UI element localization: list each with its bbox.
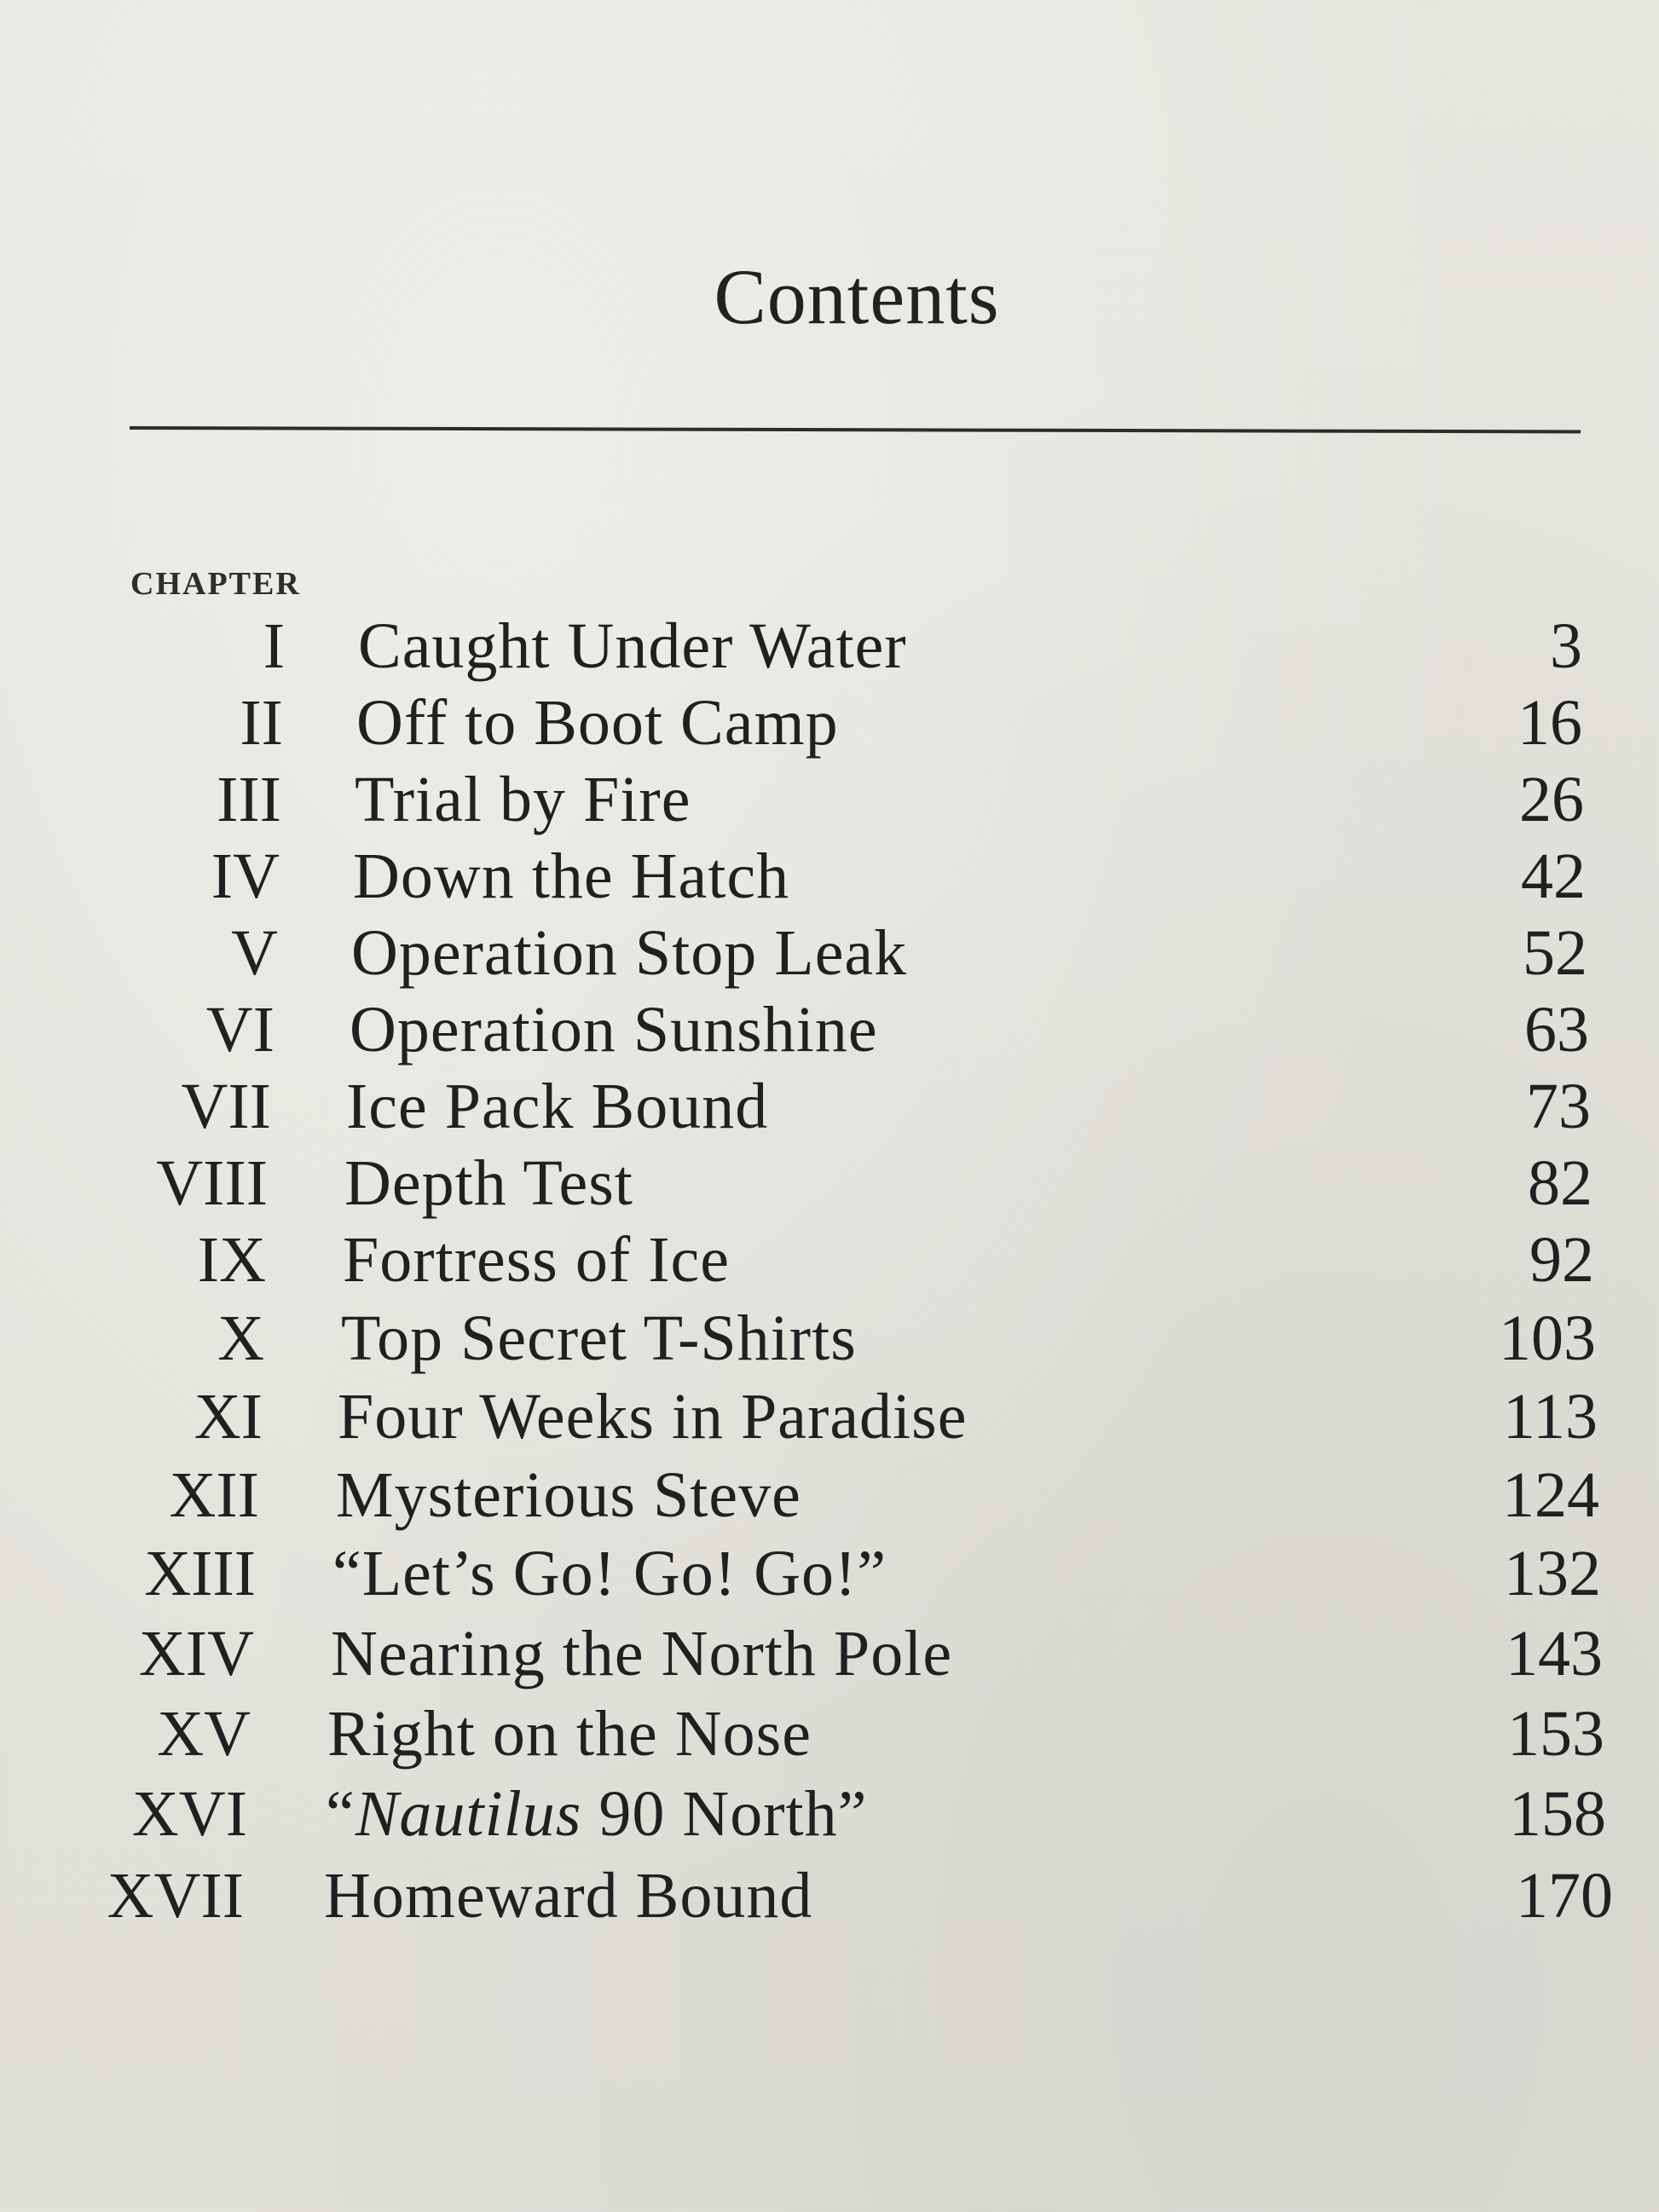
- chapter-title: “Let’s Go! Go! Go!”: [332, 1538, 887, 1609]
- toc-entry: [0, 840, 1659, 916]
- chapter-page: 26: [1519, 764, 1584, 835]
- chapter-title-italic: Nautilus: [355, 1778, 582, 1850]
- toc-entry: [0, 1859, 1659, 1936]
- chapter-title: Fortress of Ice: [343, 1224, 730, 1296]
- chapter-numeral: XV: [157, 1698, 251, 1770]
- toc-entry: [0, 1223, 1659, 1300]
- toc-entry: [0, 763, 1659, 840]
- chapter-page: 52: [1523, 917, 1587, 989]
- chapter-numeral: XVII: [107, 1860, 244, 1932]
- chapter-page: 73: [1526, 1071, 1591, 1142]
- toc-entry: [0, 1777, 1659, 1854]
- chapter-page: 63: [1524, 994, 1589, 1066]
- chapter-page: 170: [1516, 1860, 1613, 1932]
- chapter-page: 143: [1506, 1618, 1603, 1689]
- chapter-title: Right on the Nose: [327, 1698, 812, 1770]
- chapter-title: Depth Test: [344, 1147, 633, 1219]
- toc-entry: [0, 1302, 1659, 1378]
- chapter-page: 132: [1504, 1538, 1601, 1609]
- chapter-numeral: XIV: [138, 1618, 254, 1689]
- chapter-numeral: XII: [169, 1459, 259, 1531]
- toc-entry: [0, 686, 1659, 763]
- chapter-title: Ice Pack Bound: [346, 1071, 769, 1142]
- chapter-numeral: IV: [211, 840, 280, 912]
- chapter-numeral: IX: [197, 1224, 266, 1296]
- toc-entry: [0, 1380, 1659, 1457]
- chapter-numeral: I: [263, 610, 285, 682]
- chapter-title: Four Weeks in Paradise: [338, 1381, 968, 1453]
- toc-entry: [0, 1458, 1659, 1535]
- chapter-title: Top Secret T-Shirts: [341, 1302, 857, 1374]
- chapter-numeral: VIII: [156, 1147, 268, 1219]
- toc-entry: [0, 1617, 1659, 1694]
- chapter-page: 92: [1529, 1224, 1594, 1296]
- toc-entry: [0, 609, 1659, 686]
- chapter-title: Operation Stop Leak: [351, 917, 908, 989]
- chapter-page: 153: [1507, 1698, 1604, 1770]
- toc-entry: [0, 1537, 1659, 1614]
- chapter-numeral: V: [231, 917, 278, 989]
- toc-entry: [0, 916, 1659, 993]
- chapter-page: 82: [1528, 1147, 1593, 1219]
- chapter-title: Caught Under Water: [358, 610, 907, 682]
- chapter-title: [326, 1777, 867, 1851]
- chapter-numeral: VI: [205, 994, 275, 1066]
- chapter-title-rest: 90 North”: [581, 1778, 868, 1850]
- chapter-title-open-quote: “: [326, 1778, 356, 1850]
- chapter-numeral: XIII: [144, 1538, 256, 1609]
- chapter-title: Down the Hatch: [353, 840, 790, 912]
- toc-entry: [0, 1070, 1659, 1146]
- page-title: Contents: [714, 253, 1000, 340]
- chapter-title: Trial by Fire: [355, 764, 691, 835]
- chapter-page: 158: [1509, 1778, 1606, 1850]
- toc-entry: [0, 993, 1659, 1070]
- chapter-numeral: VII: [181, 1071, 271, 1142]
- chapter-column-label: CHAPTER: [130, 566, 301, 602]
- chapter-page: 16: [1517, 687, 1582, 759]
- chapter-title: Off to Boot Camp: [356, 687, 839, 759]
- chapter-page: 42: [1521, 840, 1586, 912]
- chapter-page: 103: [1499, 1302, 1596, 1374]
- chapter-page: 3: [1550, 610, 1582, 682]
- chapter-numeral: XVI: [131, 1778, 247, 1850]
- chapter-title: Nearing the North Pole: [331, 1618, 953, 1689]
- chapter-numeral: III: [217, 764, 281, 835]
- chapter-title: Operation Sunshine: [350, 994, 878, 1066]
- toc-entry: [0, 1146, 1659, 1223]
- chapter-numeral: II: [240, 687, 283, 759]
- chapter-title: Mysterious Steve: [336, 1459, 801, 1531]
- chapter-page: 124: [1502, 1459, 1599, 1531]
- chapter-numeral: X: [217, 1302, 264, 1374]
- chapter-page: 113: [1502, 1381, 1598, 1453]
- chapter-numeral: XI: [194, 1381, 263, 1453]
- toc-entry: [0, 1697, 1659, 1774]
- chapter-title: Homeward Bound: [324, 1860, 813, 1932]
